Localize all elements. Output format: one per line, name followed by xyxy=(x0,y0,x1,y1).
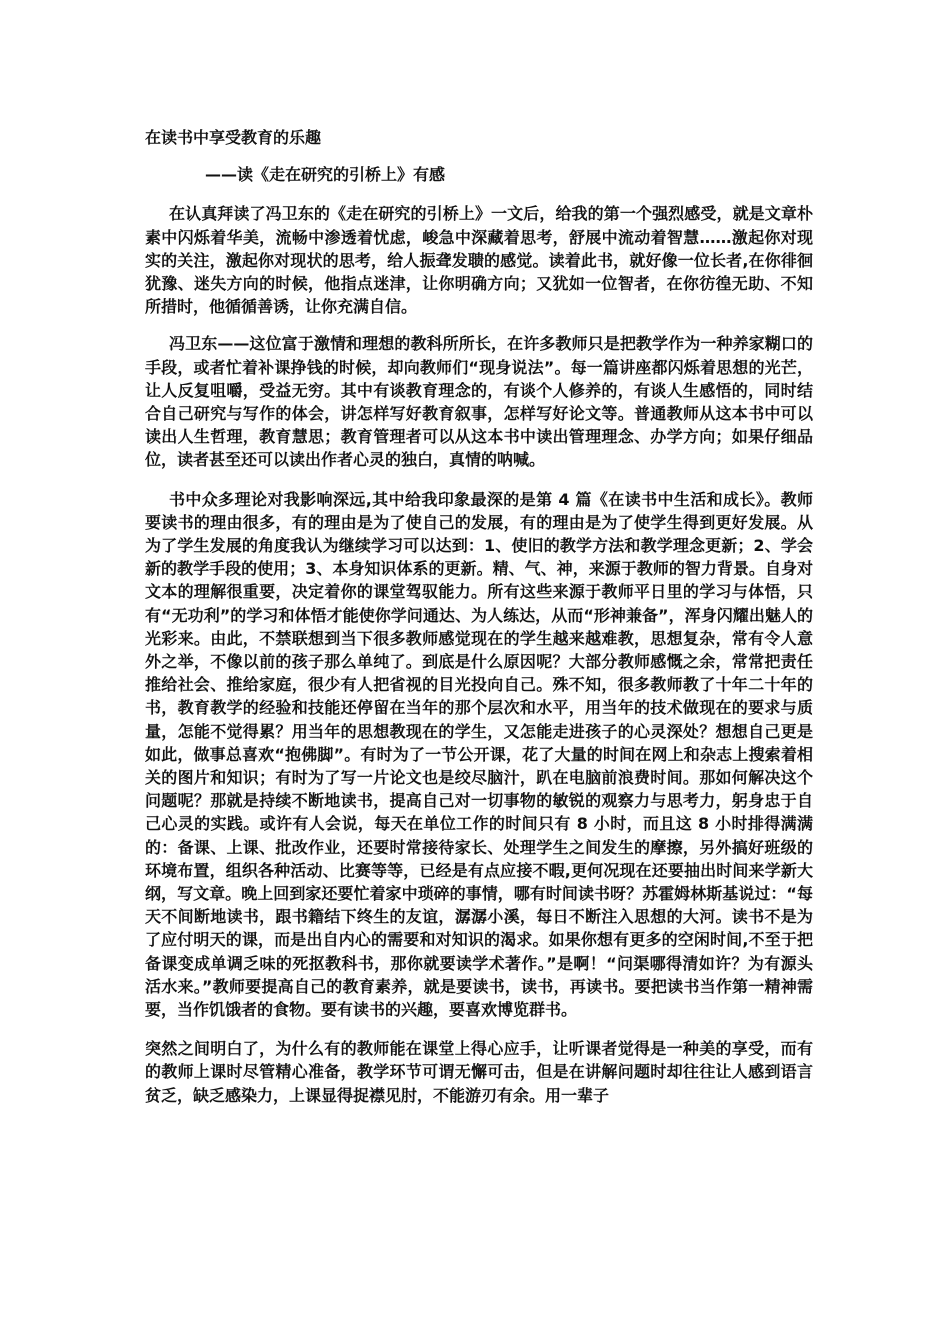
paragraph-2: 冯卫东——这位富于激情和理想的教科所所长，在许多教师只是把教学作为一种养家糊口的手段，或者忙着补课挣钱的时候，却向教师们“现身说法”。每一篇讲座都闪烁着思想的光芒，让人反复咀嚼，受益无穷。其中有谈教育理念的，有谈个人修养的，有谈人生感悟的，同时结合自己研究与写作的体会，讲怎样写好教育叙事，怎样写好论文等。普通教师从这本书中可以读出人生哲理，教育慧思；教育管理者可以从这本书中读出管理理念、办学方向；如果仔细品位，读者甚至还可以读出作者心灵的独白，真情的呐喊。 xyxy=(145,334,813,470)
document-subtitle: ——读《走在研究的引桥上》有感 xyxy=(205,165,446,185)
paragraph-1: 在认真拜读了冯卫东的《走在研究的引桥上》一文后，给我的第一个强烈感受，就是文章朴素中闪烁着华美，流畅中渗透着忧虑，峻急中深藏着思考，舒展中流动着智慧……激起你对现实的关注，激起你对现状的思考，给人振聋发聩的感觉。读着此书，就好像一位长者,在你徘徊犹豫、迷失方向的时候，他指点迷津，让你明确方向；又犹如一位智者，在你彷徨无助、不知所措时，他循循善诱，让你充满自信。 xyxy=(145,204,813,317)
paragraph-3: 书中众多理论对我影响深远,其中给我印象最深的是第 4 篇《在读书中生活和成长》。教师要读书的理由很多，有的理由是为了使自己的发展，有的理由是为了使学生得到更好发展。从为了学生发展的角度我认为继续学习可以达到：1、使旧的教学方法和教学理念更新；2、学会新的教学手段的使用；3、本身知识体系的更新。精、气、神，来源于教师的智力背景。自身对文本的理解很重要，决定着你的课堂驾驭能力。所有这些来源于教师平日里的学习与体悟，只有“无功利”的学习和体悟才能使你学问通达、为人练达，从而“形神兼备”，浑身闪耀出魅人的光彩来。由此，不禁联想到当下很多教师感觉现在的学生越来越难教，思想复杂，常有令人意外之举，不像以前的孩子那么单纯了。到底是什么原因呢？大部分教师感慨之余，常常把责任推给社会、推给家庭，很少有人把省视的目光投向自己。殊不知，很多教师教了十年二十年的书，教育教学的经验和技能还停留在当年的那个层次和水平，用当年的技术做现在的要求与质量，怎能不觉得累？用当年的思想教现在的学生，又怎能走进孩子的心灵深处？想想自己更是如此，做事总喜欢“抱佛脚”。有时为了一节公开课，花了大量的时间在网上和杂志上搜索着相关的图片和知识；有时为了写一片论文也是绞尽脑汁，趴在电脑前浪费时间。那如何解决这个问题呢？那就是持续不断地读书，提高自己对一切事物的敏锐的观察力与思考力，躬身忠于自己心灵的实践。或许有人会说，每天在单位工作的时间只有 8 小时，而且这 8 小时排得满满的：备课、上课、批改作业，还要时常接待家长、处理学生之间发生的摩擦，另外搞好班级的环境布置，组织各种活动、比赛等等，已经是有点应接不暇,更何况现在还要抽出时间来学新大纲，写文章。晚上回到家还要忙着家中琐碎的事情，哪有时间读书呀？苏霍姆林斯基说过：“每天不间断地读书，跟书籍结下终生的友谊，潺潺小溪，每日不断注入思想的大河。读书不是为了应付明天的课，而是出自内心的需要和对知识的渴求。如果你想有更多的空闲时间,不至于把备课变成单调乏味的死抠教科书，那你就要读学术著作。”是啊！“问渠哪得清如许？为有源头活水来。”教师要提高自己的教育素养，就是要读书，读书，再读书。要把读书当作第一精神需要，当作饥饿者的食物。要有读书的兴趣，要喜欢博览群书。 xyxy=(145,489,813,1020)
paragraph-4: 突然之间明白了，为什么有的教师能在课堂上得心应手，让听课者觉得是一种美的享受，而有的教师上课时尽管精心准备，教学环节可谓无懈可击，但是在讲解问题时却往往让人感到语言贫乏，缺乏感染力，上课显得捉襟见肘，不能游刃有余。用一辈子 xyxy=(145,1039,813,1105)
document-title: 在读书中享受教育的乐趣 xyxy=(145,128,322,147)
document-body xyxy=(145,126,813,1107)
